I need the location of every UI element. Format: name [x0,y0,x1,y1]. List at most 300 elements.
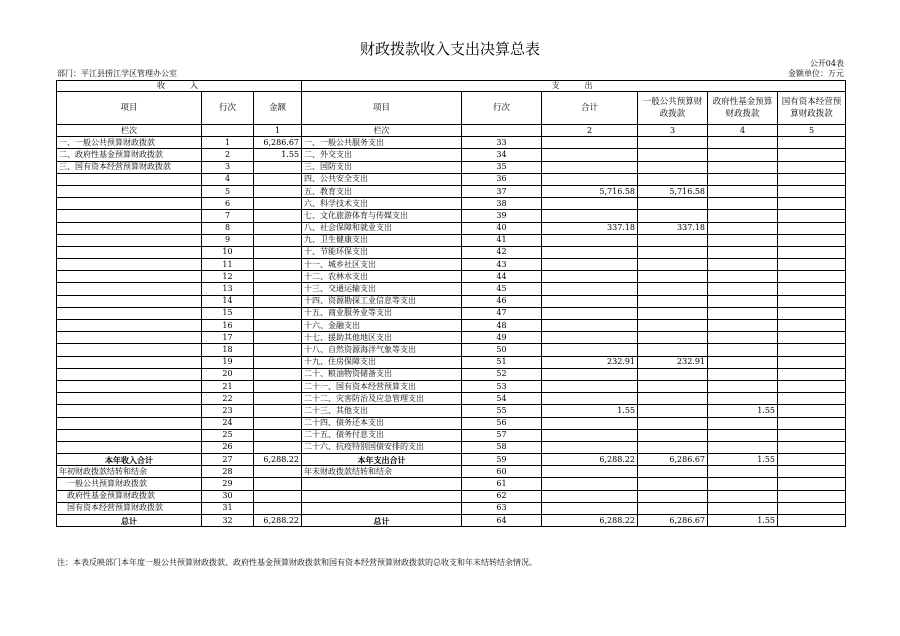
expense-state [778,246,846,258]
expense-fund [708,271,778,283]
expense-line: 54 [462,393,542,405]
income-header: 收 入 [57,81,302,92]
year-total-row [57,454,846,466]
expense-line: 50 [462,344,542,356]
expense-general [638,320,708,332]
income-line: 22 [202,393,254,405]
grand-expense-fund: 1.55 [708,515,778,527]
expense-general [638,246,708,258]
balance-expense-total [542,478,638,490]
table-row [57,149,846,161]
grand-expense-general: 6,286.67 [638,515,708,527]
income-line: 19 [202,356,254,368]
expense-state [778,405,846,417]
balance-income-line: 30 [202,490,254,502]
balance-income-amount [254,502,302,514]
expense-line: 35 [462,161,542,173]
expense-item: 七、文化旅游体育与传媒支出 [302,210,462,222]
income-item [57,380,202,392]
expense-item: 十六、金融支出 [302,320,462,332]
income-item: 一、一般公共预算财政拨款 [57,137,202,149]
expense-fund [708,429,778,441]
unit-label: 金额单位：万元 [788,69,844,78]
grand-income-line: 32 [202,515,254,527]
expense-line: 55 [462,405,542,417]
income-line: 6 [202,198,254,210]
income-item [57,295,202,307]
expense-state [778,283,846,295]
expense-fund [708,344,778,356]
income-line: 11 [202,259,254,271]
income-line: 7 [202,210,254,222]
expense-fund [708,417,778,429]
expense-state [778,222,846,234]
expense-line: 49 [462,332,542,344]
expense-total [542,307,638,319]
expense-fund [708,259,778,271]
income-amount: 1.55 [254,149,302,161]
income-line: 17 [202,332,254,344]
budget-table [56,80,846,527]
table-row [57,417,846,429]
expense-state [778,320,846,332]
expense-line: 53 [462,380,542,392]
expense-item: 二十五、债务付息支出 [302,429,462,441]
income-amount [254,222,302,234]
income-item [57,356,202,368]
report-title: 财政拨款收入支出决算总表 [359,40,540,58]
balance-income-amount [254,490,302,502]
expense-line: 52 [462,368,542,380]
expense-total [542,246,638,258]
balance-income-line: 28 [202,466,254,478]
expense-item: 六、科学技术支出 [302,198,462,210]
expense-item: 九、卫生健康支出 [302,234,462,246]
column-index-row [57,125,846,137]
balance-row [57,502,846,514]
expense-item: 四、公共安全支出 [302,173,462,185]
table-row [57,173,846,185]
income-item [57,234,202,246]
expense-general [638,441,708,453]
expense-total [542,393,638,405]
income-item [57,259,202,271]
expense-item: 一、一般公共服务支出 [302,137,462,149]
index-line2-blank [462,125,542,137]
expense-fund [708,210,778,222]
expense-state [778,417,846,429]
income-item [57,283,202,295]
income-amount [254,368,302,380]
expense-general [638,137,708,149]
income-line: 25 [202,429,254,441]
expense-general [638,283,708,295]
table-row [57,283,846,295]
income-item [57,222,202,234]
expense-state [778,161,846,173]
income-amount [254,246,302,258]
expense-total [542,210,638,222]
col-header-general: 一般公共预算财政拨款 [638,92,708,125]
table-row [57,356,846,368]
income-item [57,198,202,210]
col-header-fund: 政府性基金预算财政拨款 [708,92,778,125]
expense-line: 57 [462,429,542,441]
table-row [57,405,846,417]
income-line: 15 [202,307,254,319]
table-row [57,368,846,380]
balance-expense-total [542,466,638,478]
col-header-item: 项目 [57,92,202,125]
expense-fund [708,295,778,307]
income-item [57,429,202,441]
expense-state [778,429,846,441]
expense-total [542,198,638,210]
col-header-line2: 行次 [462,92,542,125]
expense-fund [708,161,778,173]
income-line: 20 [202,368,254,380]
income-item [57,393,202,405]
balance-income-amount [254,466,302,478]
balance-income-item: 政府性基金预算财政拨款 [57,490,202,502]
income-line: 3 [202,161,254,173]
expense-item: 五、教育支出 [302,185,462,197]
index-line-blank [202,125,254,137]
table-row [57,222,846,234]
expense-general [638,332,708,344]
balance-expense-total [542,490,638,502]
expense-state [778,198,846,210]
balance-row [57,466,846,478]
balance-income-item: 国有资本经营预算财政拨款 [57,502,202,514]
expense-total [542,173,638,185]
expense-fund [708,356,778,368]
table-row [57,320,846,332]
expense-item: 十七、援助其他地区支出 [302,332,462,344]
expense-total: 232.91 [542,356,638,368]
balance-expense-state [778,478,846,490]
expense-fund [708,368,778,380]
expense-fund [708,307,778,319]
income-line: 13 [202,283,254,295]
form-number: 公开04表 [809,59,844,68]
income-item [57,417,202,429]
expense-general [638,417,708,429]
footnote: 注：本表反映部门本年度一般公共预算财政拨款、政府性基金预算财政拨款和国有资本经营预算财政拨款的总收支和年末结转结余情况。 [57,558,537,567]
income-total-line: 27 [202,454,254,466]
expense-fund [708,380,778,392]
income-item [57,320,202,332]
balance-income-item: 一般公共预算财政拨款 [57,478,202,490]
balance-expense-fund [708,478,778,490]
index-fund: 4 [708,125,778,137]
income-line: 8 [202,222,254,234]
col-header-total: 合计 [542,92,638,125]
balance-income-item: 年初财政拨款结转和结余 [57,466,202,478]
balance-expense-line: 62 [462,490,542,502]
expense-general [638,161,708,173]
expense-total-state [778,454,846,466]
expense-item: 十二、农林水支出 [302,271,462,283]
expense-item: 十三、交通运输支出 [302,283,462,295]
balance-expense-fund [708,502,778,514]
expense-fund [708,441,778,453]
expense-item: 十四、资源勘探工业信息等支出 [302,295,462,307]
income-line: 21 [202,380,254,392]
table-row [57,198,846,210]
expense-general [638,210,708,222]
expense-state [778,441,846,453]
col-header-state: 国有资本经营预算财政拨款 [778,92,846,125]
expense-fund [708,332,778,344]
income-item [57,307,202,319]
expense-total-line: 59 [462,454,542,466]
income-line: 12 [202,271,254,283]
expense-general: 232.91 [638,356,708,368]
income-amount [254,173,302,185]
income-item [57,332,202,344]
expense-total [542,259,638,271]
expense-total: 337.18 [542,222,638,234]
expense-state [778,185,846,197]
expense-line: 48 [462,320,542,332]
expense-state [778,295,846,307]
expense-fund [708,320,778,332]
income-amount [254,380,302,392]
expense-header: 支 出 [302,81,846,92]
balance-expense-line: 60 [462,466,542,478]
grand-total-row [57,515,846,527]
income-amount [254,295,302,307]
expense-item: 二、外交支出 [302,149,462,161]
income-total-amount: 6,288.22 [254,454,302,466]
table-row [57,271,846,283]
expense-total [542,429,638,441]
expense-fund [708,198,778,210]
expense-total [542,137,638,149]
table-row [57,161,846,173]
income-amount [254,210,302,222]
balance-expense-state [778,490,846,502]
grand-income-amount: 6,288.22 [254,515,302,527]
expense-total [542,380,638,392]
expense-total [542,332,638,344]
expense-total: 1.55 [542,405,638,417]
expense-general [638,380,708,392]
income-amount [254,161,302,173]
expense-line: 38 [462,198,542,210]
expense-state [778,234,846,246]
expense-state [778,356,846,368]
expense-fund [708,173,778,185]
expense-item: 二十三、其他支出 [302,405,462,417]
balance-row [57,478,846,490]
index-total: 2 [542,125,638,137]
income-item [57,185,202,197]
department-label: 部门：平江县捞江学区管理办公室 [57,69,177,78]
expense-line: 51 [462,356,542,368]
expense-total [542,234,638,246]
income-amount [254,405,302,417]
expense-fund: 1.55 [708,405,778,417]
grand-expense-state [778,515,846,527]
expense-total [542,320,638,332]
balance-income-line: 29 [202,478,254,490]
expense-line: 40 [462,222,542,234]
expense-line: 41 [462,234,542,246]
table-row [57,441,846,453]
table-row [57,137,846,149]
balance-expense-item [302,502,462,514]
expense-total [542,283,638,295]
table-row [57,259,846,271]
expense-total-total: 6,288.22 [542,454,638,466]
expense-line: 58 [462,441,542,453]
index-state: 5 [778,125,846,137]
expense-general [638,393,708,405]
expense-item: 二十六、抗疫特别国债安排的支出 [302,441,462,453]
income-amount [254,271,302,283]
expense-item: 三、国防支出 [302,161,462,173]
expense-fund [708,393,778,405]
table-row [57,380,846,392]
income-amount [254,283,302,295]
table-row [57,393,846,405]
income-amount [254,393,302,405]
table-row [57,185,846,197]
income-line: 1 [202,137,254,149]
index-label2: 栏次 [302,125,462,137]
income-line: 4 [202,173,254,185]
section-header-row [57,81,846,92]
expense-line: 56 [462,417,542,429]
expense-general [638,173,708,185]
expense-state [778,137,846,149]
expense-total [542,149,638,161]
balance-expense-item: 年末财政拨款结转和结余 [302,466,462,478]
income-item [57,344,202,356]
table-row [57,295,846,307]
expense-total [542,368,638,380]
expense-total-label: 本年支出合计 [302,454,462,466]
table-row [57,246,846,258]
table-row [57,344,846,356]
income-line: 26 [202,441,254,453]
income-amount [254,259,302,271]
balance-expense-line: 61 [462,478,542,490]
balance-expense-fund [708,466,778,478]
index-amount: 1 [254,125,302,137]
table-row [57,307,846,319]
balance-expense-total [542,502,638,514]
income-item [57,210,202,222]
income-line: 9 [202,234,254,246]
expense-line: 45 [462,283,542,295]
balance-expense-line: 63 [462,502,542,514]
income-line: 18 [202,344,254,356]
col-header-amount: 金额 [254,92,302,125]
balance-expense-general [638,502,708,514]
balance-row [57,490,846,502]
expense-general [638,429,708,441]
expense-total [542,417,638,429]
expense-line: 46 [462,295,542,307]
expense-state [778,393,846,405]
expense-fund [708,149,778,161]
income-amount [254,356,302,368]
expense-total [542,161,638,173]
expense-line: 37 [462,185,542,197]
expense-state [778,332,846,344]
expense-fund [708,234,778,246]
expense-line: 44 [462,271,542,283]
income-line: 14 [202,295,254,307]
expense-line: 39 [462,210,542,222]
expense-item: 二十一、国有资本经营预算支出 [302,380,462,392]
income-line: 23 [202,405,254,417]
expense-state [778,307,846,319]
income-amount [254,344,302,356]
income-amount [254,320,302,332]
expense-general [638,149,708,161]
income-amount [254,417,302,429]
balance-expense-item [302,478,462,490]
table-row [57,210,846,222]
expense-state [778,149,846,161]
expense-fund [708,185,778,197]
income-line: 10 [202,246,254,258]
expense-item: 十九、住房保障支出 [302,356,462,368]
expense-general [638,198,708,210]
income-item: 三、国有资本经营预算财政拨款 [57,161,202,173]
expense-total-general: 6,286.67 [638,454,708,466]
expense-general: 5,716.58 [638,185,708,197]
expense-state [778,344,846,356]
balance-expense-fund [708,490,778,502]
expense-line: 43 [462,259,542,271]
expense-general [638,344,708,356]
income-line: 5 [202,185,254,197]
balance-income-line: 31 [202,502,254,514]
expense-fund [708,137,778,149]
expense-general [638,234,708,246]
grand-expense-label: 总计 [302,515,462,527]
expense-item: 十、节能环保支出 [302,246,462,258]
expense-state [778,259,846,271]
expense-general [638,368,708,380]
index-label: 栏次 [57,125,202,137]
table-row [57,332,846,344]
expense-item: 二十四、债务还本支出 [302,417,462,429]
income-line: 16 [202,320,254,332]
grand-expense-line: 64 [462,515,542,527]
income-amount [254,307,302,319]
income-item [57,271,202,283]
index-general: 3 [638,125,708,137]
income-amount [254,429,302,441]
income-amount: 6,286.67 [254,137,302,149]
income-line: 2 [202,149,254,161]
expense-total: 5,716.58 [542,185,638,197]
expense-total-fund: 1.55 [708,454,778,466]
income-total-label: 本年收入合计 [57,454,202,466]
table-row [57,234,846,246]
expense-item: 二十二、灾害防治及应急管理支出 [302,393,462,405]
balance-expense-general [638,490,708,502]
expense-general: 337.18 [638,222,708,234]
expense-total [542,271,638,283]
grand-income-label: 总计 [57,515,202,527]
